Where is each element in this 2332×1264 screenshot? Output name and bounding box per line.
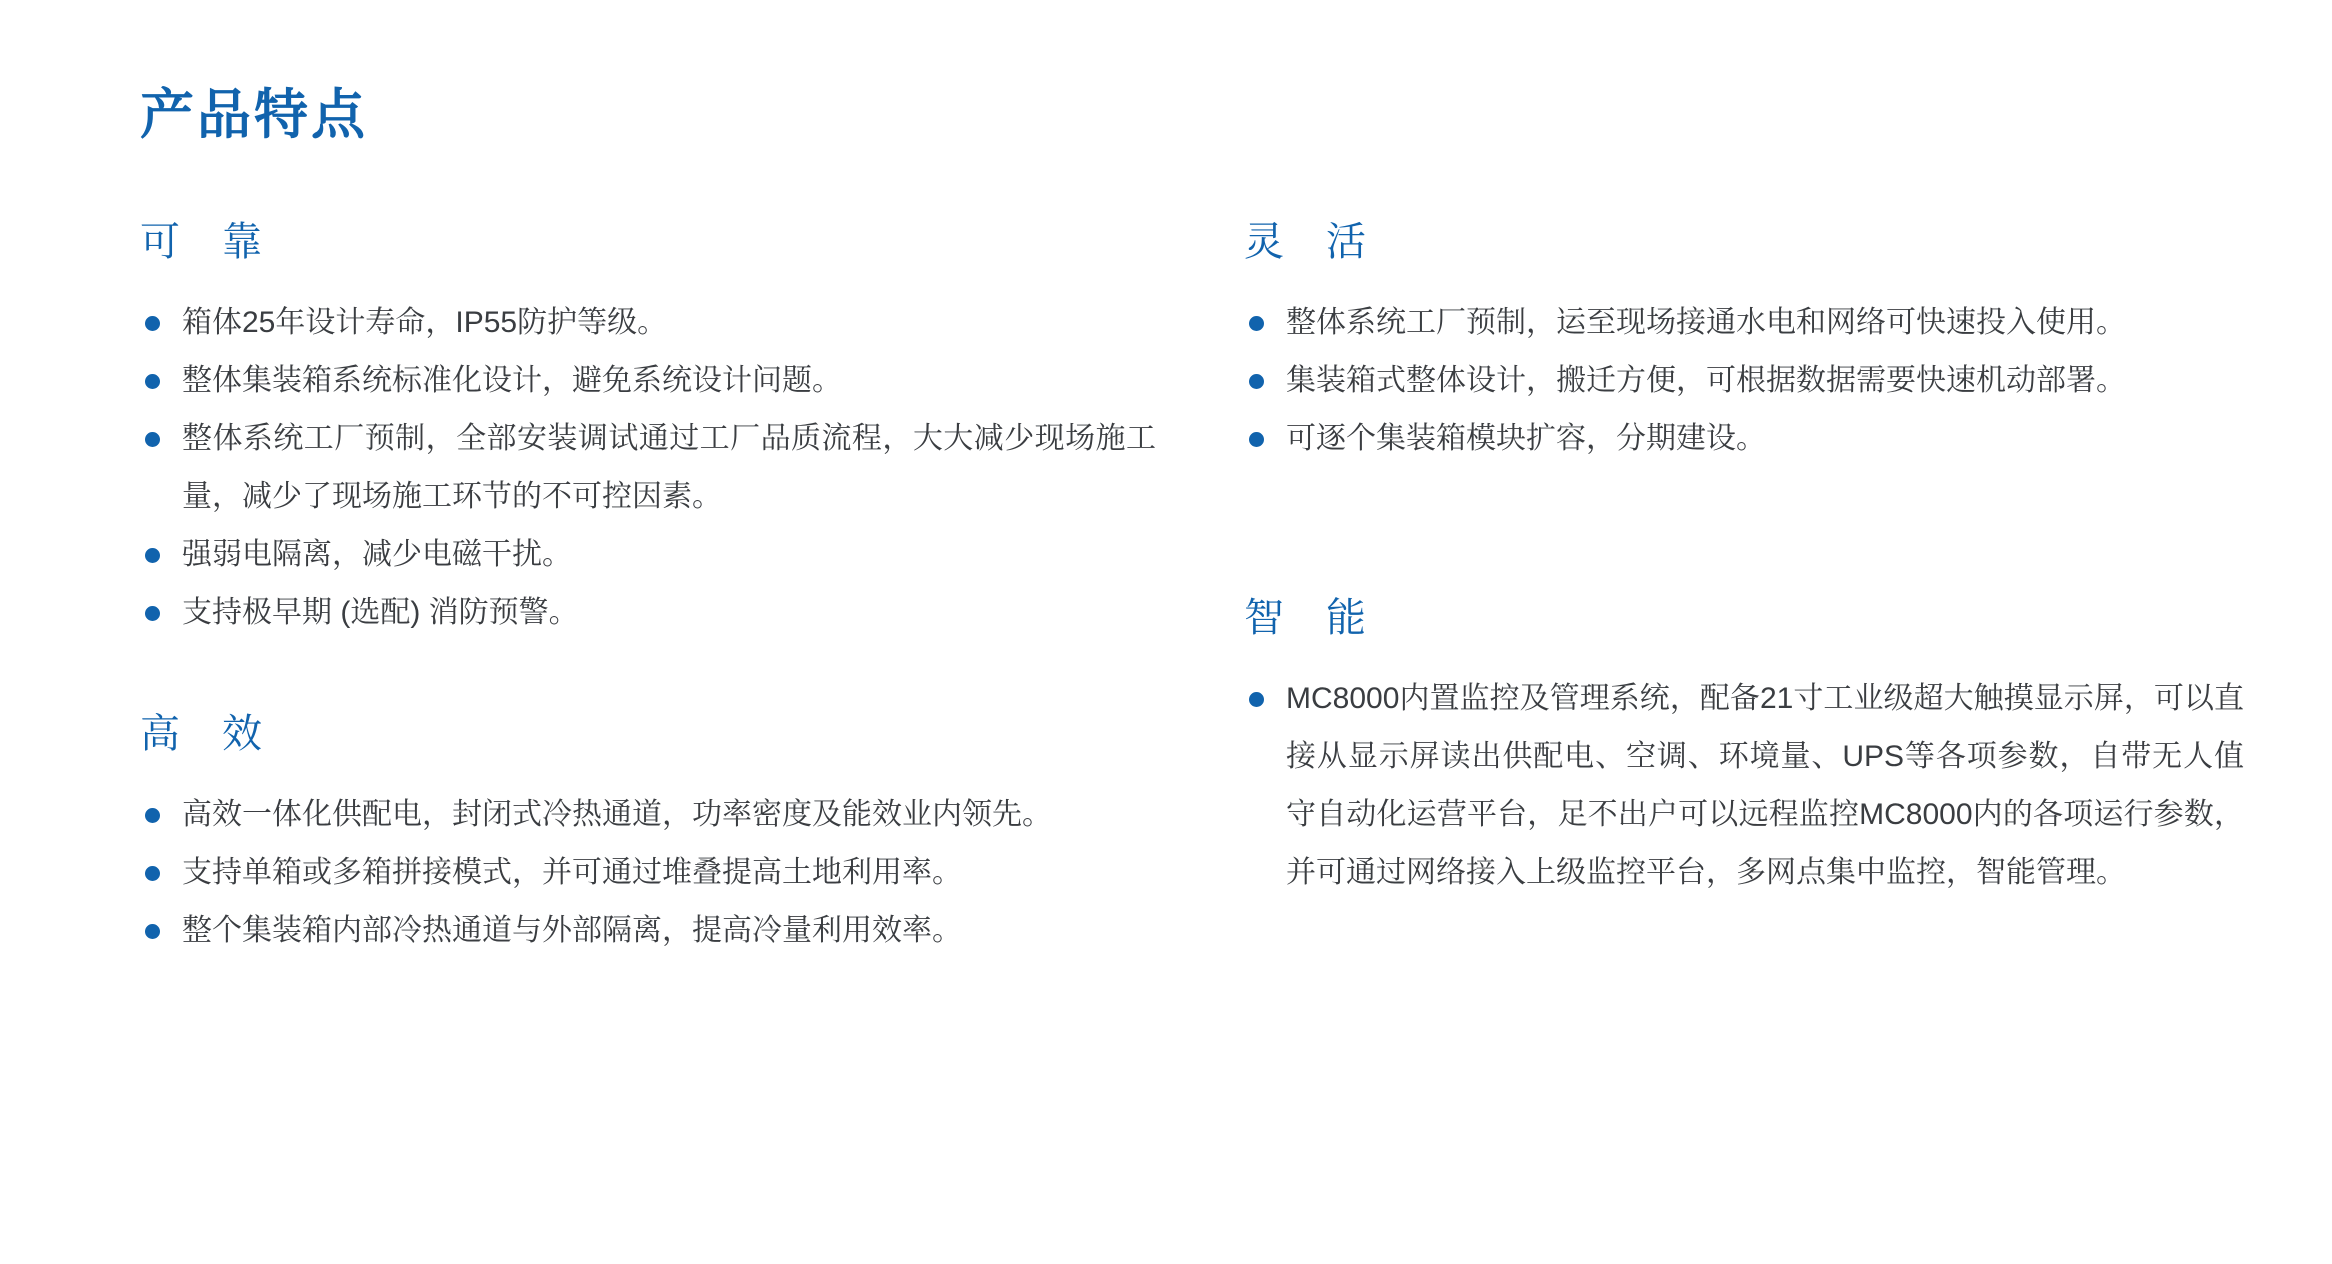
bullet-dot-icon	[145, 606, 160, 621]
feature-list-intelligent	[1244, 670, 2244, 902]
section-reliable	[140, 220, 1156, 642]
feature-bullet-item	[140, 584, 1156, 642]
feature-bullet-item	[1244, 410, 2244, 468]
feature-text: 强弱电隔离，减少电磁干扰。	[182, 538, 572, 571]
feature-text: 整体集装箱系统标准化设计，避免系统设计问题。	[182, 364, 842, 397]
feature-bullet-item	[1244, 670, 2244, 902]
bullet-dot-icon	[145, 924, 160, 939]
feature-text: 集装箱式整体设计，搬迁方便，可根据数据需要快速机动部署。	[1286, 364, 2126, 397]
feature-bullet-item	[140, 902, 1156, 960]
feature-list-efficient	[140, 786, 1156, 960]
feature-text: 整体系统工厂预制，运至现场接通水电和网络可快速投入使用。	[1286, 306, 2126, 339]
feature-bullet-item	[1244, 294, 2244, 352]
feature-bullet-item	[140, 352, 1156, 410]
bullet-dot-icon	[145, 866, 160, 881]
bullet-dot-icon	[1249, 316, 1264, 331]
bullet-dot-icon	[145, 316, 160, 331]
bullet-dot-icon	[145, 808, 160, 823]
feature-list-flexible	[1244, 294, 2244, 468]
section-intelligent	[1244, 596, 2244, 902]
feature-text: 整体系统工厂预制，全部安装调试通过工厂品质流程，大大减少现场施工量，减少了现场施工环节的不可控因素。	[182, 422, 1156, 513]
section-heading-reliable: 可 靠	[140, 220, 263, 264]
section-efficient	[140, 712, 1156, 960]
section-heading-efficient: 高 效	[140, 712, 263, 756]
feature-bullet-item	[1244, 352, 2244, 410]
feature-text: 支持单箱或多箱拼接模式，并可通过堆叠提高土地利用率。	[182, 856, 962, 889]
left-column	[140, 142, 1156, 960]
bullet-dot-icon	[1249, 432, 1264, 447]
feature-bullet-item	[140, 526, 1156, 584]
feature-text: 整个集装箱内部冷热通道与外部隔离，提高冷量利用效率。	[182, 914, 962, 947]
bullet-dot-icon	[1249, 374, 1264, 389]
section-flexible	[1244, 220, 2244, 468]
section-heading-flexible: 灵 活	[1244, 220, 1367, 264]
bullet-dot-icon	[145, 374, 160, 389]
feature-text: 高效一体化供配电，封闭式冷热通道，功率密度及能效业内领先。	[182, 798, 1052, 831]
feature-bullet-item	[140, 786, 1156, 844]
bullet-dot-icon	[145, 548, 160, 563]
feature-list-reliable	[140, 294, 1156, 642]
feature-text: 可逐个集装箱模块扩容，分期建设。	[1286, 422, 1766, 455]
feature-text: 箱体25年设计寿命，IP55防护等级。	[182, 306, 668, 339]
feature-text: MC8000内置监控及管理系统，配备21寸工业级超大触摸显示屏，可以直接从显示屏读出供配电、空调、环境量、UPS等各项参数，自带无人值守自动化运营平台，足不出户可以远程监控MC8000内的各项运行参数，并可通过网络接入上级监控平台，多网点集中监控，智能管理。	[1286, 682, 2244, 889]
feature-bullet-item	[140, 844, 1156, 902]
section-heading-intelligent: 智 能	[1244, 596, 1367, 640]
feature-columns	[140, 142, 2244, 960]
bullet-dot-icon	[145, 432, 160, 447]
bullet-dot-icon	[1249, 692, 1264, 707]
feature-text: 支持极早期 (选配) 消防预警。	[182, 596, 579, 629]
right-column	[1244, 142, 2244, 902]
feature-bullet-item	[140, 294, 1156, 352]
feature-bullet-item	[140, 410, 1156, 526]
page-title: 产品特点	[140, 85, 368, 145]
